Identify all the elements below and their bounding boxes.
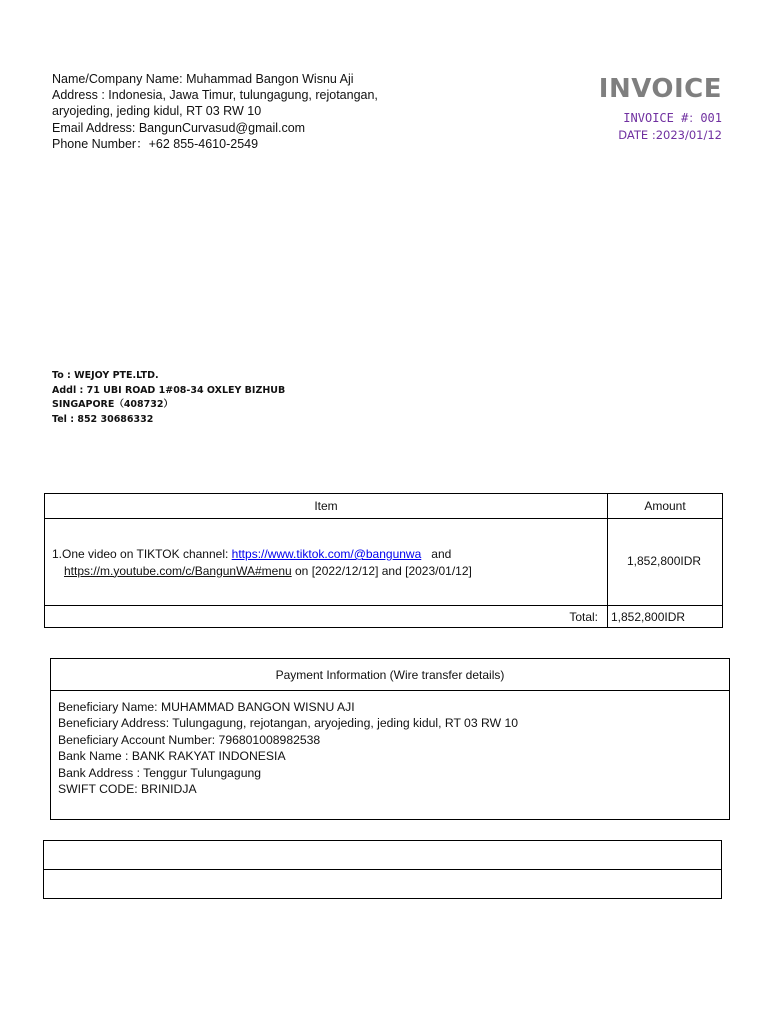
invoice-number: INVOICE #：001 xyxy=(623,111,722,125)
invoice-title: INVOICE xyxy=(598,74,722,104)
payment-details xyxy=(58,699,518,797)
total-label: Total: xyxy=(569,610,598,624)
invoice-header xyxy=(599,73,722,142)
beneficiary-name: Beneficiary Name: MUHAMMAD BANGON WISNU AJI xyxy=(58,700,355,714)
recipient-city: SINGAPORE（408732） xyxy=(52,399,173,411)
tiktok-link[interactable]: https://www.tiktok.com/@bangunwa xyxy=(231,547,422,561)
payment-title: Payment Information (Wire transfer details) xyxy=(275,668,505,682)
invoice-date: DATE :2023/01/12 xyxy=(618,128,722,142)
item-text: and xyxy=(421,547,452,561)
sender-name: Name/Company Name: Muhammad Bangon Wisnu Aji xyxy=(52,72,354,86)
total-amount: 1,852,800IDR xyxy=(611,610,686,624)
table-divider xyxy=(44,869,721,870)
column-header-item: Item xyxy=(314,499,338,513)
item-description-line-2 xyxy=(52,563,472,580)
recipient-name: To : WEJOY PTE.LTD. xyxy=(52,370,159,381)
sender-phone: Phone Number：+62 855-4610-2549 xyxy=(52,136,259,151)
payment-info-box xyxy=(50,658,730,820)
item-text: on [2022/12/12] and [2023/01/12] xyxy=(291,563,472,578)
column-header-amount: Amount xyxy=(644,499,686,513)
sender-details xyxy=(52,71,378,152)
recipient-address: Addl : 71 UBI ROAD 1#08-34 OXLEY BIZHUB xyxy=(52,384,286,396)
item-amount: 1,852,800IDR xyxy=(627,554,702,568)
table-divider xyxy=(51,690,729,691)
bank-address: Bank Address : Tenggur Tulungagung xyxy=(58,765,262,780)
empty-table xyxy=(43,840,722,899)
item-description xyxy=(52,546,472,579)
swift-code: SWIFT CODE: BRINIDJA xyxy=(58,782,197,797)
items-table xyxy=(44,493,723,628)
table-divider xyxy=(607,494,608,627)
table-divider xyxy=(45,518,722,519)
youtube-link[interactable]: https://m.youtube.com/c/BangunWA#menu xyxy=(64,563,292,578)
sender-address-line-2: aryojeding, jeding kidul, RT 03 RW 10 xyxy=(52,104,262,119)
sender-email: Email Address: BangunCurvasud@gmail.com xyxy=(52,120,306,135)
recipient-details xyxy=(52,369,285,427)
beneficiary-account-number: Beneficiary Account Number: 796801008982538 xyxy=(58,732,321,747)
bank-name: Bank Name : BANK RAKYAT INDONESIA xyxy=(58,749,286,764)
table-divider xyxy=(45,605,722,606)
beneficiary-address: Beneficiary Address: Tulungagung, rejotangan, aryojeding, jeding kidul, RT 03 RW 10 xyxy=(58,716,519,731)
item-text: 1.One video on TIKTOK channel: xyxy=(52,547,232,561)
sender-address-line-1: Address : Indonesia, Jawa Timur, tulungagung, rejotangan, xyxy=(52,88,378,103)
item-description-line-1 xyxy=(52,546,472,563)
recipient-tel: Tel : 852 30686332 xyxy=(52,413,154,425)
